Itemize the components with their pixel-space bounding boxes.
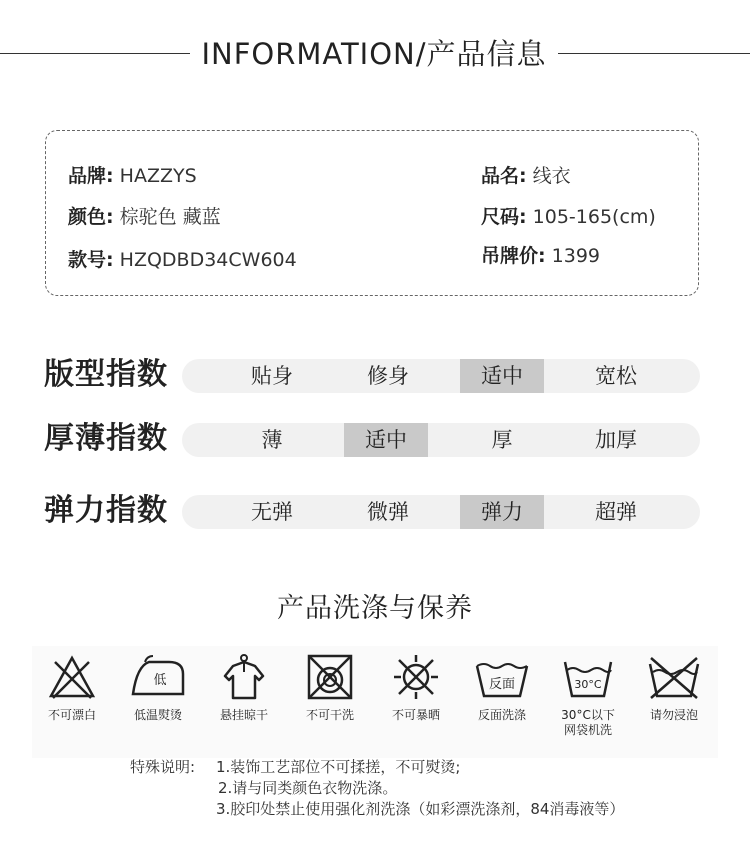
price-value: 1399 bbox=[551, 245, 601, 267]
stretch-index-row bbox=[44, 491, 704, 531]
care-label: 悬挂晾干 bbox=[219, 708, 268, 722]
care-label: 低温熨烫 bbox=[133, 708, 182, 722]
care-item bbox=[118, 646, 198, 723]
care-label: 不可漂白 bbox=[47, 708, 96, 722]
index-label: 厚薄指数 bbox=[44, 421, 168, 456]
index-option: 贴身 bbox=[251, 364, 293, 388]
iron-temp-text: 低 bbox=[153, 673, 167, 688]
brand-key: 品牌: bbox=[68, 165, 114, 187]
index-option-selected: 适中 bbox=[344, 423, 428, 457]
page-title: INFORMATION/产品信息 bbox=[201, 37, 547, 71]
index-scale bbox=[182, 423, 700, 457]
care-item bbox=[548, 646, 628, 738]
care-label: 反面洗涤 bbox=[477, 708, 526, 722]
index-option-selected: 适中 bbox=[460, 359, 544, 393]
machine-wash-30-icon bbox=[562, 652, 614, 702]
low-iron-icon bbox=[129, 652, 187, 702]
note-item: 2.请与同类颜色衣物洗涤。 bbox=[218, 779, 398, 797]
no-dry-clean-icon bbox=[305, 652, 355, 702]
color-value: 棕驼色 藏蓝 bbox=[119, 206, 221, 228]
style-no-key: 款号: bbox=[68, 249, 114, 271]
size-row bbox=[481, 202, 656, 229]
header-rule-left bbox=[0, 53, 190, 54]
care-item bbox=[462, 646, 542, 723]
color-key: 颜色: bbox=[68, 206, 114, 228]
index-option: 薄 bbox=[261, 428, 283, 452]
thickness-index-row bbox=[44, 419, 704, 459]
care-label: 请勿浸泡 bbox=[649, 708, 698, 722]
care-label: 不可干洗 bbox=[305, 708, 354, 722]
care-item bbox=[290, 646, 370, 723]
care-label-2: 网袋机洗 bbox=[563, 723, 612, 737]
price-row bbox=[481, 241, 600, 268]
care-label: 不可暴晒 bbox=[391, 708, 440, 722]
note-item: 1.装饰工艺部位不可揉搓，不可熨烫; bbox=[216, 758, 461, 776]
temp-text: 30°C bbox=[574, 678, 602, 691]
index-option: 加厚 bbox=[595, 428, 637, 452]
no-bleach-icon bbox=[47, 652, 97, 702]
index-label: 弹力指数 bbox=[44, 493, 168, 528]
index-option: 厚 bbox=[491, 428, 513, 452]
index-option: 超弹 bbox=[595, 500, 637, 524]
style-no-value: HZQDBD34CW604 bbox=[119, 249, 297, 271]
brand-value: HAZZYS bbox=[119, 165, 197, 187]
care-label: 30°C以下 bbox=[561, 708, 615, 722]
section-header bbox=[0, 30, 750, 74]
index-option: 修身 bbox=[367, 364, 409, 388]
reverse-text: 反面 bbox=[488, 677, 516, 692]
size-key: 尺码: bbox=[481, 206, 527, 228]
care-icons-strip bbox=[32, 646, 718, 758]
care-item bbox=[204, 646, 284, 723]
name-key: 品名: bbox=[481, 165, 527, 187]
no-soak-icon bbox=[647, 652, 701, 702]
fit-index-row bbox=[44, 355, 704, 395]
note-item: 3.胶印处禁止使用强化剂洗涤（如彩漂洗涤剂，84消毒液等） bbox=[216, 800, 625, 818]
index-option: 微弹 bbox=[367, 500, 409, 524]
index-scale bbox=[182, 359, 700, 393]
size-value: 105-165(cm) bbox=[532, 206, 656, 228]
reverse-wash-icon bbox=[474, 652, 530, 702]
index-option: 宽松 bbox=[595, 364, 637, 388]
index-option-selected: 弹力 bbox=[460, 495, 544, 529]
index-label: 版型指数 bbox=[44, 357, 168, 392]
index-option: 无弹 bbox=[251, 500, 293, 524]
care-item bbox=[634, 646, 714, 723]
care-title: 产品洗涤与保养 bbox=[277, 593, 473, 624]
price-key: 吊牌价: bbox=[481, 245, 546, 267]
name-row bbox=[481, 161, 571, 188]
no-sun-icon bbox=[391, 652, 441, 702]
brand-row bbox=[68, 161, 197, 188]
index-scale bbox=[182, 495, 700, 529]
care-item bbox=[32, 646, 112, 723]
name-value: 线衣 bbox=[532, 165, 571, 187]
care-item bbox=[376, 646, 456, 723]
hang-dry-icon bbox=[219, 652, 269, 702]
notes-heading: 特殊说明: bbox=[130, 758, 196, 776]
color-row bbox=[68, 202, 221, 229]
header-rule-right bbox=[558, 53, 750, 54]
product-info-box bbox=[45, 130, 699, 296]
style-no-row bbox=[68, 245, 297, 272]
